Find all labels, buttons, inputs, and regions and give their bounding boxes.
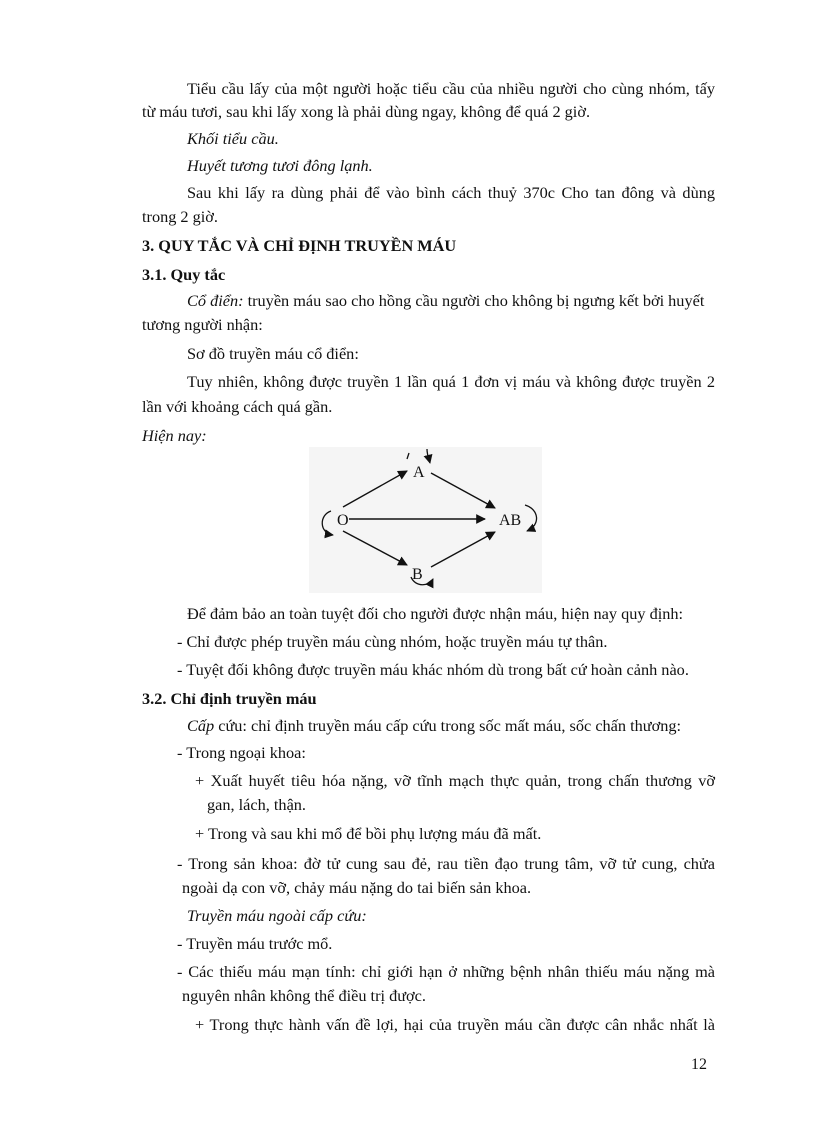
edge-o-to-b bbox=[343, 531, 407, 565]
paragraph-line: tương người nhận: bbox=[142, 315, 263, 334]
list-item: - Chỉ được phép truyền máu cùng nhóm, hoặc truyền máu tự thân. bbox=[177, 632, 608, 651]
paragraph-line: Sau khi lấy ra dùng phải để vào bình cách thuỷ 370c Cho tan đông và dùng bbox=[187, 183, 715, 202]
paragraph-line bbox=[187, 291, 704, 311]
edge-b-to-ab bbox=[431, 532, 495, 567]
paragraph-line: Tiểu cầu lấy của một người hoặc tiểu cầu của nhiều người cho cùng nhóm, tấy bbox=[187, 79, 715, 98]
self-loop-o bbox=[322, 511, 333, 535]
text-run: cứu: chỉ định truyền máu cấp cứu trong sốc mất máu, sốc chấn thương: bbox=[214, 716, 682, 735]
edge-o-to-a bbox=[343, 471, 407, 507]
item-khoi-tieu-cau: Khối tiểu cầu. bbox=[187, 129, 279, 148]
list-subitem: + Trong và sau khi mổ để bồi phụ lượng máu đã mất. bbox=[195, 824, 542, 843]
text-run: truyền máu sao cho hồng cầu người cho không bị ngưng kết bởi huyết bbox=[243, 291, 705, 310]
paragraph-line bbox=[187, 716, 681, 736]
list-subitem-cont: gan, lách, thận. bbox=[207, 795, 307, 814]
page-number: 12 bbox=[691, 1056, 707, 1073]
list-subitem: + Trong thực hành vấn đề lợi, hại của truyền máu cần được cân nhắc nhất là bbox=[195, 1015, 715, 1034]
paragraph-line: Để đảm bảo an toàn tuyệt đối cho người được nhận máu, hiện nay quy định: bbox=[187, 604, 684, 623]
self-loop-a bbox=[407, 453, 409, 459]
list-item-cont: ngoài dạ con vỡ, chảy máu nặng do tai biến sản khoa. bbox=[182, 878, 532, 897]
edge-a-to-ab bbox=[431, 473, 495, 508]
list-subitem: + Xuất huyết tiêu hóa nặng, vỡ tĩnh mạch thực quản, trong chấn thương vỡ bbox=[195, 771, 715, 790]
node-b: B bbox=[412, 566, 423, 583]
paragraph-line: Sơ đồ truyền máu cổ điển: bbox=[187, 344, 359, 363]
paragraph-line: lần với khoảng cách quá gần. bbox=[142, 397, 333, 416]
paragraph-line: từ máu tươi, sau khi lấy xong là phải dùng ngay, không để quá 2 giờ. bbox=[142, 102, 591, 121]
list-item: - Trong sản khoa: đờ tử cung sau đẻ, rau tiền đạo trung tâm, vỡ tử cung, chửa bbox=[177, 854, 715, 873]
list-item: - Tuyệt đối không được truyền máu khác nhóm dù trong bất cứ hoàn cảnh nào. bbox=[177, 660, 689, 679]
list-item: - Trong ngoại khoa: bbox=[177, 743, 306, 762]
term-cap-cuu: Cấp bbox=[187, 716, 215, 735]
self-loop-a-arrow bbox=[427, 449, 430, 463]
self-loop-ab bbox=[525, 505, 537, 531]
list-item: - Các thiếu máu mạn tính: chỉ giới hạn ở những bệnh nhân thiếu máu nặng mà bbox=[177, 962, 715, 981]
section-heading: 3. QUY TẮC VÀ CHỈ ĐỊNH TRUYỀN MÁU bbox=[142, 236, 457, 255]
paragraph-line: trong 2 giờ. bbox=[142, 207, 218, 226]
list-item: - Truyền máu trước mổ. bbox=[177, 934, 333, 953]
item-huyet-tuong: Huyết tương tươi đông lạnh. bbox=[187, 156, 373, 175]
node-a: A bbox=[413, 464, 425, 481]
paragraph-line: Tuy nhiên, không được truyền 1 lần quá 1 đơn vị máu và không được truyền 2 bbox=[187, 372, 715, 391]
node-ab: AB bbox=[499, 512, 522, 529]
list-item-cont: nguyên nhân không thể điều trị được. bbox=[182, 986, 426, 1005]
label-ngoai-cap-cuu: Truyền máu ngoài cấp cứu: bbox=[187, 906, 367, 925]
node-o: O bbox=[337, 512, 349, 529]
blood-transfusion-diagram bbox=[309, 447, 542, 593]
term-co-dien: Cổ điển: bbox=[187, 291, 244, 310]
subsection-heading: 3.2. Chỉ định truyền máu bbox=[142, 689, 317, 708]
subsection-heading: 3.1. Quy tắc bbox=[142, 265, 226, 284]
label-hien-nay: Hiện nay: bbox=[142, 426, 207, 445]
